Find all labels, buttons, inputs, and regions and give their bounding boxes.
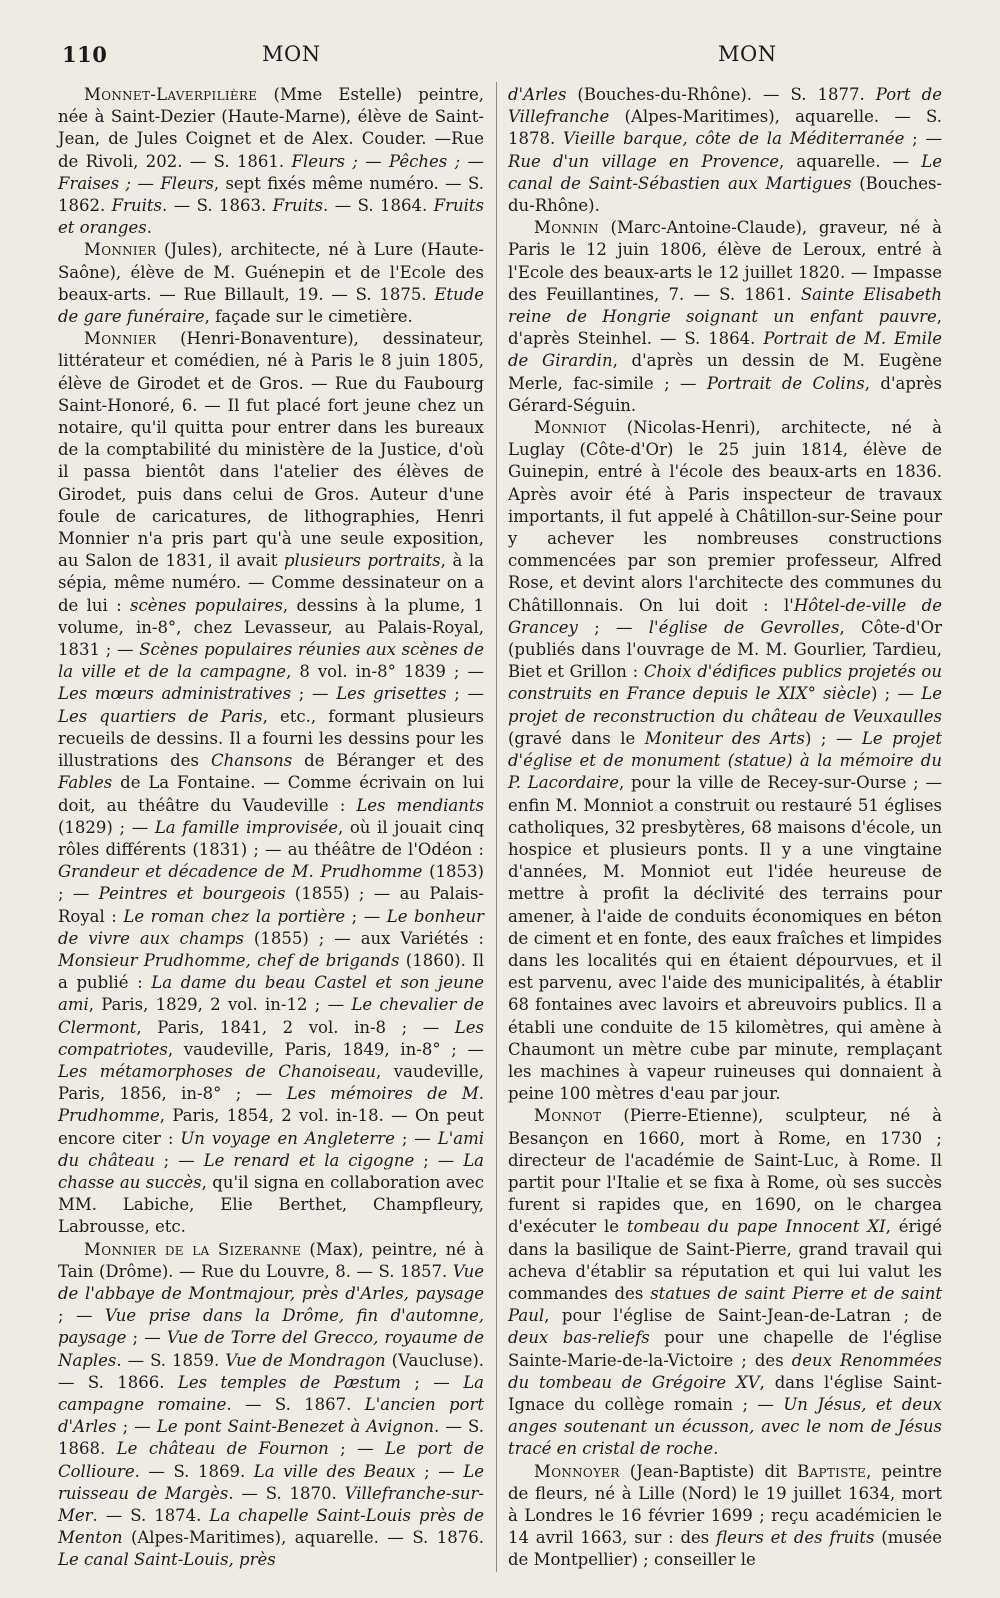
entry-italic-title: statues de saint Pierre et de saint Paul (508, 1283, 942, 1326)
entry-italic-title: Port de Villefranche (508, 85, 942, 127)
entry-text: (gravé dans le (508, 728, 645, 748)
entry-text: (1855) ; — au Palais-Royal : (58, 884, 484, 926)
entry-text: (1855) ; — aux Variétés : (243, 928, 484, 948)
entry-italic-title: La famille improvisée (154, 817, 338, 837)
entry-italic-title: Vue prise dans la Drôme, fin d'automne, paysage (58, 1306, 484, 1348)
entry-text: . — S. 1874. (92, 1506, 210, 1525)
entry-text: , à la sépia, même numéro. — Comme dessinateur on a de lui : (58, 551, 484, 615)
entry-text: , érigé dans la basilique de Saint-Pierre, grand travail qui acheva d'établir sa réputation et qui lui valut les commandes des (508, 1217, 942, 1303)
entry-italic-title: Le château de Fournon (116, 1439, 329, 1459)
entry-italic-title: Monsieur Prudhomme, chef de brigands (58, 950, 400, 970)
entry-text: . — S. 1868. (58, 1417, 484, 1459)
right-running-head: MON (718, 42, 777, 66)
entry-text: ; — (414, 1150, 464, 1170)
entry-text: . (146, 218, 152, 238)
entry-text: (Nicolas-Henri), architecte, né à Luglay (Côte-d'Or) le 25 juin 1814, élève de Guinepin, entré à l'école des beaux-arts en 1836. Après avoir été à Paris inspecteur de travaux importants, il fut appelé à Châtillon-sur-Seine pour y achever les nombreuses constructions commencées par son premier professeur, Alfred Rose, et devint alors l'architecte des communes du Châtillonnais. On lui doit : l' (508, 418, 942, 615)
entry-italic-title: Les métamorphoses de Chanoiseau (58, 1061, 376, 1081)
entry-text: (Bouches-du-Rhône). — S. 1877. (566, 85, 876, 104)
entry-text: ; — (394, 1128, 438, 1148)
entry-italic-title: deux bas-reliefs (508, 1328, 650, 1348)
entry-text: (Jean-Baptiste) dit (619, 1461, 798, 1481)
entry-text: (Alpes-Maritimes), aquarelle. — S. 1876. (122, 1528, 484, 1548)
entry-italic-title: Choix d'édifices publics projetés ou construits en France depuis le XIX° siècle (508, 662, 942, 704)
entry-text: , Côte-d'Or (publiés dans l'ouvrage de M. M. Gourlier, Tardieu, Biet et Grillon : (508, 617, 942, 682)
entry-italic-title: Le roman chez la portière (123, 906, 346, 926)
entry-italic-title: Le projet de reconstruction du château de Veuxaulles (508, 684, 943, 726)
entry-text: . (713, 1439, 719, 1459)
entry-text: ; — (126, 1328, 167, 1348)
dictionary-entry (58, 84, 484, 239)
entry-text: . — S. 1869. (134, 1461, 254, 1481)
entry-text: , 8 vol. in-8° 1839 ; — (286, 662, 484, 682)
entry-text: . — S. 1867. (226, 1394, 365, 1414)
entry-italic-title: Le projet d'église et de monument (statue) à la mémoire du P. Lacordaire (508, 728, 942, 793)
entry-italic-title: fleurs et des fruits (716, 1528, 875, 1548)
entry-text: pour une chapelle de l'église Sainte-Marie-de-la-Victoire ; des (508, 1328, 942, 1370)
entry-text: ) ; — (805, 728, 862, 748)
entry-italic-title: Fables (58, 773, 113, 793)
entry-text: (Vaucluse). — S. 1866. (58, 1350, 485, 1392)
entry-text: (Bouches-du-Rhône). (508, 173, 943, 216)
entry-text: , etc., formant plusieurs recueils de dessins. Il a fourni les dessins pour les illustrations des (58, 706, 484, 771)
entry-text: ; — (446, 684, 484, 704)
entry-text: (Pierre-Etienne), sculpteur, né à Besançon en 1660, mort à Rome, en 1730 ; directeur de l'académie de Saint-Luc, à Rome. Il partit pour l'Italie et se fixa à Rome, où ses succès furent si rapides que, en 1690, on le chargea d'exécuter le (508, 1106, 942, 1237)
entry-italic-title: Les temples de Pæstum (177, 1372, 401, 1392)
entry-italic-title: tombeau du pape Innocent XI (626, 1217, 886, 1237)
entry-text: — (131, 173, 161, 193)
entry-italic-title: La chasse au succès (58, 1150, 484, 1192)
entry-italic-title: Les mémoires de M. Prudhomme (58, 1084, 485, 1126)
entry-italic-title: plusieurs portraits (283, 551, 441, 571)
entry-italic-title: Etude de gare funéraire (58, 284, 484, 327)
entry-italic-title: deux Renommées du tombeau de Grégoire XV (508, 1350, 942, 1392)
entry-text: , Paris, 1854, 2 vol. in-18. — On peut encore citer : (58, 1106, 484, 1148)
entry-text: , peintre de fleurs, né à Lille (Nord) le 19 juillet 1634, mort à Londres le 16 février 1699 ; reçu académicien le 14 avril 1663, sur : des (508, 1461, 942, 1548)
dictionary-entry (508, 417, 942, 1105)
page-number: 110 (62, 42, 108, 67)
entry-italic-title: L'ancien port d'Arles (58, 1394, 484, 1437)
entry-italic-title: Le pont Saint-Benezet à Avignon (156, 1417, 434, 1437)
entry-text: , pour l'église de Saint-Jean-de-Latran ; de (544, 1306, 942, 1326)
entry-italic-title: La campagne romaine (58, 1372, 484, 1414)
entry-text: , dans l'église Saint-Ignace du collège romain ; — (508, 1372, 943, 1414)
entry-italic-title: Les grisettes (336, 684, 447, 704)
entry-italic-title: Chansons (210, 751, 293, 771)
entry-italic-title: Vue de l'abbaye de Montmajour, près d'Arles, paysage (58, 1261, 484, 1303)
entry-text: . — S. 1870. (228, 1483, 345, 1503)
entry-text: ; — (345, 906, 387, 926)
entry-text: , où il jouait cinq rôles différents (1831) ; — au théâtre de l'Odéon : (58, 817, 485, 859)
entry-name: Monnier (84, 329, 157, 349)
entry-italic-title: Rue d'un village en Provence (508, 151, 780, 171)
entry-name: Monnoyer (534, 1461, 620, 1481)
entry-italic-title: Un voyage en Angleterre (180, 1128, 395, 1148)
entry-italic-title: La ville des Beaux (253, 1461, 416, 1481)
entry-name: Monnot (534, 1106, 602, 1126)
entry-italic-title: l'église de Gevrolles (648, 617, 840, 637)
dictionary-entry (508, 1105, 942, 1460)
entry-italic-title: Le renard et la cigogne (203, 1150, 415, 1170)
entry-text: ) ; — (870, 684, 922, 704)
entry-italic-title: Vue de Mondragon (225, 1350, 386, 1370)
entry-name: Monnin (534, 218, 599, 238)
entry-italic-title: scènes populaires (130, 595, 283, 615)
entry-text: ; — (291, 684, 337, 704)
entry-text: ; — (904, 129, 942, 149)
entry-italic-title: Les quartiers de Paris (58, 706, 263, 726)
entry-text: , Paris, 1841, 2 vol. in-8 ; — (136, 1017, 455, 1037)
entry-italic-title: d'Arles (508, 85, 567, 104)
entry-italic-title: Fruits (111, 196, 163, 216)
entry-text: , vaudeville, Paris, 1849, in-8° ; — (167, 1039, 484, 1059)
entry-text: . — S. 1864. (323, 196, 434, 216)
entry-text: (1829) ; — (58, 817, 155, 837)
entry-text: . — S. 1859. (116, 1350, 226, 1370)
entry-text: (musée de Montpellier) ; conseiller le (508, 1528, 942, 1570)
entry-text: , pour la ville de Recey-sur-Ourse ; — enfin M. Monniot a construit ou restauré 51 églises catholiques, 32 presbytères, 68 maisons d'école, un hospice et plusieurs ponts. Il y a une vingtaine d'années, M. Monniot eut l'idée heureuse de mettre à profit la déclivité des terrains pour amener, à l'aide de conduits économiques en béton de ciment et en fonte, des eaux fraîches et limpides dans les localités qui en étaient dépourvues, et il est parvenu, avec l'aide des municipalités, à établir 68 fontaines avec lavoirs et abreuvoirs publics. Il a établi une conduite de 15 kilomètres, qui amène à Chaumont un mètre cube par minute, remplaçant les machines à vapeur ruineuses qui donnaient à peine 100 mètres d'eau par jour. (508, 773, 942, 1104)
entry-text: , d'après Steinhel. — S. 1864. (508, 307, 942, 349)
entry-text: , façade sur le cimetière. (204, 307, 413, 327)
dictionary-entry (508, 1461, 942, 1572)
entry-name: Monnet-Laverpilière (84, 85, 258, 104)
entry-text: de Béranger et des (292, 751, 484, 771)
entry-italic-title: Hôtel-de-ville de Grancey (508, 595, 942, 637)
entry-name: Monnier (84, 240, 157, 260)
entry-italic-title: Le canal Saint-Louis, près (58, 1550, 276, 1570)
entry-italic-title: La chapelle Saint-Louis près de Menton (58, 1506, 484, 1548)
entry-text: . — S. 1863. (162, 196, 273, 216)
entry-text: de La Fontaine. — Comme écrivain on lui doit, au théâtre du Vaudeville : (58, 773, 484, 815)
entry-italic-title: Peintres et bourgeois (98, 884, 286, 904)
dictionary-entry (58, 328, 484, 1238)
entry-name: Monnier de la Sizeranne (84, 1239, 302, 1259)
entry-text: ; — (154, 1150, 204, 1170)
entry-italic-title: Un Jésus, et deux anges soutenant un écusson, avec le nom de Jésus tracé en cristal de roche (508, 1394, 942, 1459)
entry-text: , dessins à la plume, 1 volume, in-8°, chez Levasseur, au Palais-Royal, 1831 ; — (58, 595, 484, 660)
entry-italic-title: Portrait de Colins (706, 373, 865, 393)
entry-italic-title: Vue de Torre del Grecco, royaume de Naples (58, 1328, 484, 1370)
entry-italic-title: Grandeur et décadence de M. Prudhomme (58, 862, 423, 882)
entry-italic-title: Scènes populaires réunies aux scènes de la ville et de la campagne (58, 640, 484, 682)
right-column (508, 84, 942, 1572)
left-column (58, 84, 484, 1572)
entry-text: , d'après Gérard-Séguin. (508, 373, 942, 415)
entry-text: Baptiste (797, 1461, 867, 1481)
entry-text: (Mme Estelle) peintre, née à Saint-Dezier (Haute-Marne), élève de Saint-Jean, de Jules Coignet et de Alex. Couder. —Rue de Rivoli, 202. — S. 1861. (58, 85, 484, 171)
entry-italic-title: L'ami du château (58, 1128, 484, 1170)
entry-text: ; — (328, 1439, 386, 1459)
left-running-head: MON (262, 42, 321, 66)
entry-italic-title: Le port de Collioure (58, 1439, 485, 1481)
entry-italic-title: La dame du beau Castel et son jeune ami (58, 973, 484, 1015)
entry-italic-title: Le chevalier de Clermont (58, 995, 484, 1037)
entry-text: , aquarelle. — (779, 151, 922, 171)
entry-text: ; — (415, 1461, 464, 1481)
entry-text: (1853) ; — (58, 862, 484, 904)
dictionary-entry (58, 1239, 484, 1572)
entry-text: ; — (58, 1306, 105, 1326)
entry-text: (Henri-Bonaventure), dessinateur, littérateur et comédien, né à Paris le 8 juin 1805, élève de Girodet et de Gros. — Rue du Faubourg Saint-Honoré, 6. — Il fut placé fort jeune chez un notaire, qu'il quitta pour entrer dans les bureaux de la comptabilité du ministère de la Justice, d'où il passa bientôt dans l'atelier des élèves de Girodet, puis dans celui de Gros. Auteur d'une foule de caricatures, de lithographies, Henri Monnier n'a pris part qu'à une seule exposition, au Salon de 1831, il avait (58, 329, 484, 571)
dictionary-entry (58, 239, 484, 328)
entry-text: , vaudeville, Paris, 1856, in-8° ; — (58, 1061, 484, 1104)
entry-text: (Marc-Antoine-Claude), graveur, né à Paris le 12 juin 1806, élève de Leroux, entré à l'Ecole des beaux-arts le 12 juillet 1820. — Impasse des Feuillantines, 7. — S. 1861. (508, 218, 942, 304)
entry-text: ; — (116, 1417, 157, 1437)
entry-text: (Max), peintre, né à Tain (Drôme). — Rue du Louvre, 8. — S. 1857. (58, 1239, 484, 1281)
entry-italic-title: Les compatriotes (58, 1017, 484, 1059)
entry-italic-title: Les mendiants (356, 795, 484, 815)
entry-italic-title: Portrait de M. Emile de Girardin (508, 329, 942, 371)
entry-italic-title: Vieille barque, côte de la Méditerranée (563, 129, 905, 149)
entry-italic-title: Fruits et oranges (58, 196, 485, 238)
entry-italic-title: Le canal de Saint-Sébastien aux Martigues (508, 151, 942, 193)
entry-name: Monniot (534, 418, 607, 438)
entry-italic-title: Les mœurs administratives (58, 684, 292, 704)
entry-italic-title: Fruits (272, 196, 324, 216)
dictionary-entry (508, 84, 942, 217)
entry-italic-title: Le bonheur de vivre aux champs (58, 906, 485, 948)
dictionary-entry (508, 217, 942, 417)
entry-text: , qu'il signa en collaboration avec MM. Labiche, Elie Berthet, Champfleury, Labrousse, etc. (58, 1172, 484, 1237)
entry-italic-title: Moniteur des Arts (644, 728, 806, 748)
entry-text: ; — (577, 617, 649, 637)
entry-text: (Jules), architecte, né à Lure (Haute-Saône), élève de M. Guénepin et de l'Ecole des beaux-arts. — Rue Billault, 19. — S. 1875. (58, 240, 484, 304)
entry-text: (1860). Il a publié : (58, 950, 484, 993)
column-divider (496, 82, 497, 1572)
entry-italic-title: Le ruisseau de Margès (58, 1461, 485, 1503)
entry-italic-title: Fleurs ; — Pêches ; — Fraises ; (58, 151, 484, 193)
entry-text: , d'après un dessin de M. Eugène Merle, fac-simile ; — (508, 351, 942, 393)
entry-text: , Paris, 1829, 2 vol. in-12 ; — (88, 995, 352, 1015)
entry-italic-title: Sainte Elisabeth reine de Hongrie soignant un enfant pauvre (508, 284, 942, 327)
entry-text: (Alpes-Maritimes), aquarelle. — S. 1878. (508, 107, 942, 149)
entry-italic-title: Villefranche-sur-Mer (58, 1483, 485, 1525)
entry-text: , sept fixés même numéro. — S. 1862. (58, 173, 484, 216)
entry-text: ; — (400, 1372, 464, 1392)
entry-italic-title: Fleurs (160, 173, 214, 193)
